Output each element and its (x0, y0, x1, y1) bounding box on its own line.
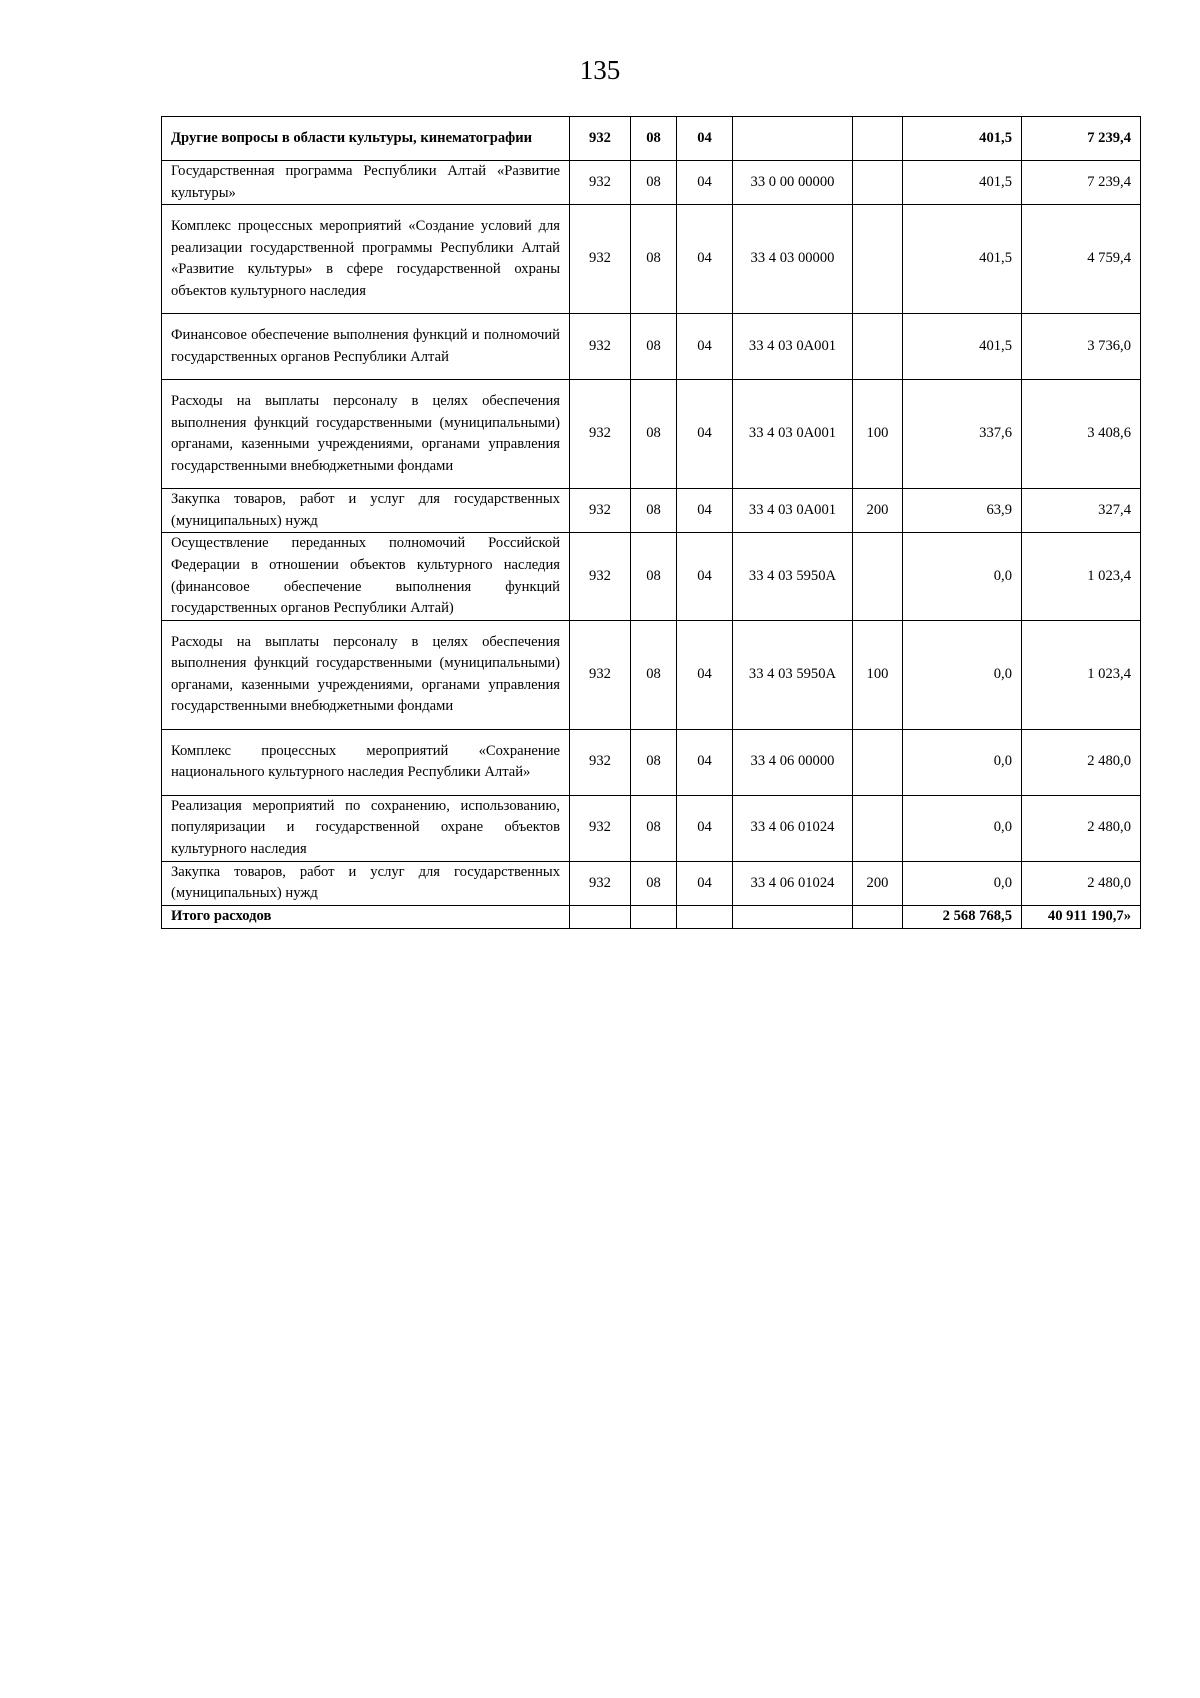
row-grbs: 932 (570, 380, 631, 489)
row-section: 08 (631, 489, 677, 533)
row-subsection: 04 (677, 861, 733, 905)
row-expense-type (853, 314, 903, 380)
row-target-article: 33 4 06 00000 (733, 729, 853, 795)
row-grbs: 932 (570, 729, 631, 795)
row-sum-1: 401,5 (903, 161, 1022, 205)
row-name: Комплекс процессных мероприятий «Создание условий для реализации государственной программы Республики Алтай «Развитие культуры» в сфере государственной охраны объектов культурного наследия (162, 205, 570, 314)
table-row (162, 729, 1141, 795)
row-section: 08 (631, 205, 677, 314)
row-sum-1: 337,6 (903, 380, 1022, 489)
row-sum-1: 0,0 (903, 533, 1022, 620)
row-section: 08 (631, 161, 677, 205)
row-sum-2: 4 759,4 (1022, 205, 1141, 314)
row-grbs: 932 (570, 161, 631, 205)
row-grbs: 932 (570, 795, 631, 861)
row-grbs: 932 (570, 489, 631, 533)
row-target-article: 33 4 03 0A001 (733, 489, 853, 533)
row-expense-type (853, 533, 903, 620)
row-sum-2: 3 408,6 (1022, 380, 1141, 489)
table-row (162, 795, 1141, 861)
row-name: Другие вопросы в области культуры, кинематографии (162, 117, 570, 161)
row-section: 08 (631, 729, 677, 795)
row-grbs: 932 (570, 620, 631, 729)
row-subsection: 04 (677, 161, 733, 205)
row-name: Финансовое обеспечение выполнения функций и полномочий государственных органов Республики Алтай (162, 314, 570, 380)
row-expense-type: 200 (853, 861, 903, 905)
table-row (162, 380, 1141, 489)
row-section: 08 (631, 861, 677, 905)
row-name: Закупка товаров, работ и услуг для государственных (муниципальных) нужд (162, 861, 570, 905)
row-sum-2: 2 480,0 (1022, 729, 1141, 795)
row-grbs: 932 (570, 117, 631, 161)
row-sum-1: 401,5 (903, 314, 1022, 380)
row-name: Комплекс процессных мероприятий «Сохранение национального культурного наследия Республики Алтай» (162, 729, 570, 795)
row-sum-1: 0,0 (903, 729, 1022, 795)
row-name: Государственная программа Республики Алтай «Развитие культуры» (162, 161, 570, 205)
row-expense-type (853, 205, 903, 314)
row-grbs: 932 (570, 314, 631, 380)
table-row (162, 533, 1141, 620)
table-row (162, 161, 1141, 205)
row-section: 08 (631, 795, 677, 861)
row-sum-2: 7 239,4 (1022, 117, 1141, 161)
row-name: Расходы на выплаты персоналу в целях обеспечения выполнения функций государственными (муниципальными) органами, казенными учреждениями, органами управления государственными внебюджетными фондами (162, 620, 570, 729)
row-expense-type (853, 795, 903, 861)
row-sum-1: 401,5 (903, 205, 1022, 314)
row-grbs: 932 (570, 205, 631, 314)
row-expense-type (853, 161, 903, 205)
row-subsection: 04 (677, 205, 733, 314)
row-subsection: 04 (677, 117, 733, 161)
row-expense-type (853, 117, 903, 161)
row-subsection: 04 (677, 729, 733, 795)
row-subsection: 04 (677, 620, 733, 729)
row-sum-2: 2 480,0 (1022, 861, 1141, 905)
row-name: Расходы на выплаты персоналу в целях обеспечения выполнения функций государственными (муниципальными) органами, казенными учреждениями, органами управления государственными внебюджетными фондами (162, 380, 570, 489)
row-expense-type (853, 729, 903, 795)
row-sum-1: 0,0 (903, 861, 1022, 905)
row-sum-2: 7 239,4 (1022, 161, 1141, 205)
row-target-article: 33 4 03 00000 (733, 205, 853, 314)
row-subsection: 04 (677, 795, 733, 861)
total-sum-1: 2 568 768,5 (903, 905, 1022, 928)
row-section: 08 (631, 314, 677, 380)
row-sum-2: 2 480,0 (1022, 795, 1141, 861)
row-name: Закупка товаров, работ и услуг для государственных (муниципальных) нужд (162, 489, 570, 533)
table-row (162, 205, 1141, 314)
row-name: Реализация мероприятий по сохранению, использованию, популяризации и государственной охране объектов культурного наследия (162, 795, 570, 861)
row-grbs: 932 (570, 533, 631, 620)
table-row (162, 489, 1141, 533)
row-section: 08 (631, 620, 677, 729)
table-total-row (162, 905, 1141, 928)
table-row (162, 314, 1141, 380)
row-target-article: 33 4 06 01024 (733, 795, 853, 861)
table-row (162, 861, 1141, 905)
row-section: 08 (631, 117, 677, 161)
table-row (162, 117, 1141, 161)
row-subsection: 04 (677, 380, 733, 489)
row-target-article: 33 4 06 01024 (733, 861, 853, 905)
row-target-article (733, 117, 853, 161)
row-target-article: 33 0 00 00000 (733, 161, 853, 205)
row-target-article: 33 4 03 5950A (733, 533, 853, 620)
row-sum-2: 3 736,0 (1022, 314, 1141, 380)
row-sum-2: 1 023,4 (1022, 533, 1141, 620)
row-sum-1: 0,0 (903, 795, 1022, 861)
row-expense-type: 200 (853, 489, 903, 533)
row-section: 08 (631, 380, 677, 489)
row-name: Осуществление переданных полномочий Российской Федерации в отношении объектов культурного наследия (финансовое обеспечение выполнения функций государственных органов Республики Алтай) (162, 533, 570, 620)
budget-table (161, 116, 1141, 929)
row-subsection: 04 (677, 314, 733, 380)
row-sum-2: 327,4 (1022, 489, 1141, 533)
row-subsection: 04 (677, 489, 733, 533)
row-sum-1: 0,0 (903, 620, 1022, 729)
row-subsection: 04 (677, 533, 733, 620)
table-row (162, 620, 1141, 729)
row-target-article: 33 4 03 5950A (733, 620, 853, 729)
row-sum-1: 63,9 (903, 489, 1022, 533)
row-sum-1: 401,5 (903, 117, 1022, 161)
total-label: Итого расходов (162, 905, 570, 928)
row-grbs: 932 (570, 861, 631, 905)
total-sum-2: 40 911 190,7» (1022, 905, 1141, 928)
row-target-article: 33 4 03 0A001 (733, 314, 853, 380)
row-expense-type: 100 (853, 620, 903, 729)
page-number: 135 (579, 55, 621, 85)
row-section: 08 (631, 533, 677, 620)
row-expense-type: 100 (853, 380, 903, 489)
row-sum-2: 1 023,4 (1022, 620, 1141, 729)
row-target-article: 33 4 03 0A001 (733, 380, 853, 489)
